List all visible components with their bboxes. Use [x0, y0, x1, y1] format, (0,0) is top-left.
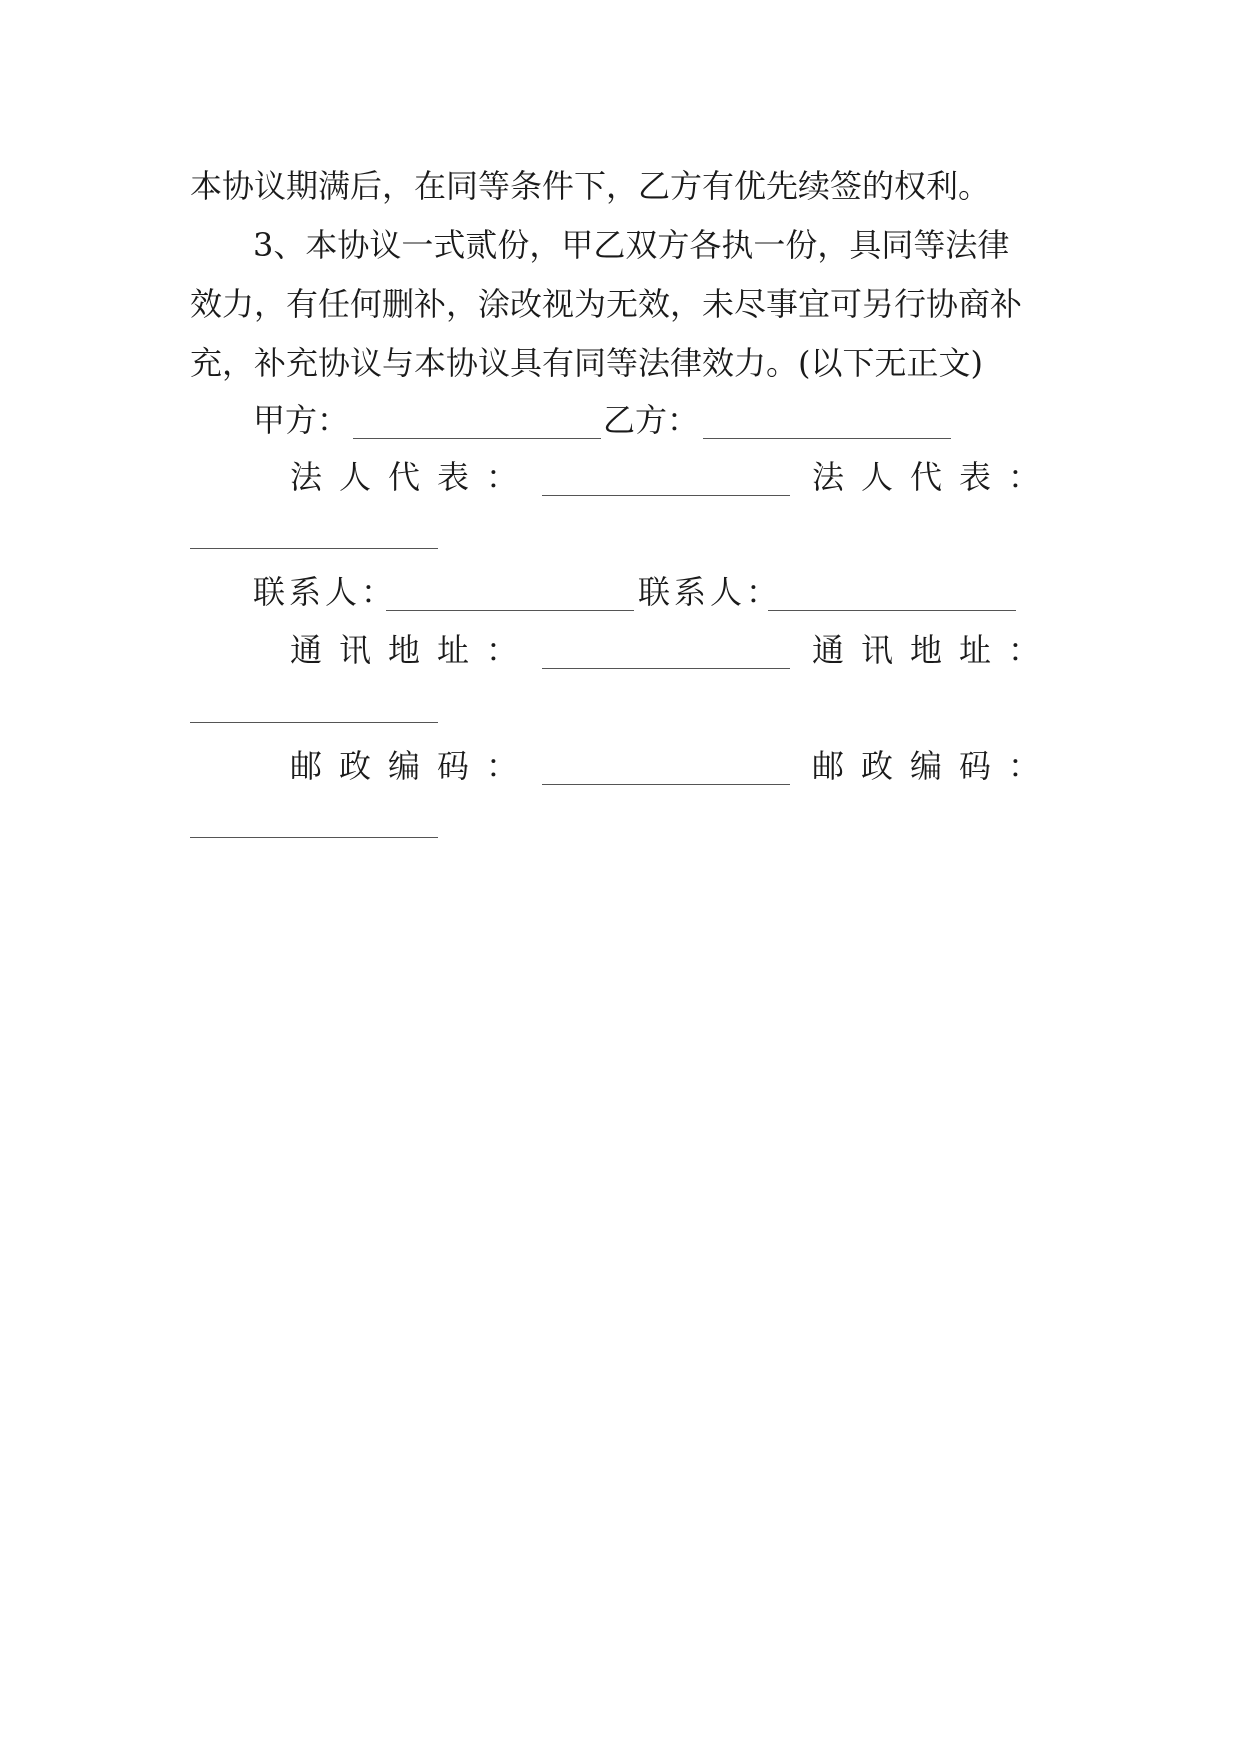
address-blank-b[interactable]	[190, 722, 438, 723]
party-b-blank[interactable]	[703, 410, 951, 439]
clause-3-line-2: 效力，有任何删补，涂改视为无效，未尽事宜可另行协商补	[190, 285, 1023, 323]
postcode-label-a: 邮政编码：	[290, 747, 536, 785]
postcode-blank-b[interactable]	[190, 837, 438, 838]
address-label-a: 通讯地址：	[290, 631, 536, 669]
address-blank-a[interactable]	[542, 640, 790, 669]
party-a-label: 甲方：	[253, 401, 350, 439]
postcode-row	[190, 746, 1058, 786]
address-label-b: 通讯地址：	[812, 631, 1058, 669]
legal-rep-label-a: 法人代表：	[290, 458, 536, 496]
address-row	[190, 630, 1058, 670]
contact-row	[190, 572, 1050, 612]
contact-blank-a[interactable]	[386, 582, 634, 611]
body-line-1: 本协议期满后，在同等条件下，乙方有优先续签的权利。	[190, 167, 991, 205]
contact-blank-b[interactable]	[768, 582, 1016, 611]
contact-label-b: 联系人：	[638, 573, 783, 611]
clause-3-line-3: 充，补充协议与本协议具有同等法律效力。(以下无正文)	[190, 344, 983, 382]
legal-rep-label-b: 法人代表：	[812, 458, 1058, 496]
postcode-label-b: 邮政编码：	[812, 747, 1058, 785]
party-b-label: 乙方：	[603, 401, 700, 439]
legal-rep-blank-a[interactable]	[542, 467, 790, 496]
contact-label-a: 联系人：	[253, 573, 398, 611]
party-a-blank[interactable]	[353, 410, 601, 439]
clause-3-line-1: 3、本协议一式贰份，甲乙双方各执一份，具同等法律	[253, 226, 1010, 264]
legal-rep-row	[190, 457, 1058, 497]
party-row	[190, 400, 1050, 440]
postcode-blank-a[interactable]	[542, 756, 790, 785]
legal-rep-blank-b[interactable]	[190, 548, 438, 549]
